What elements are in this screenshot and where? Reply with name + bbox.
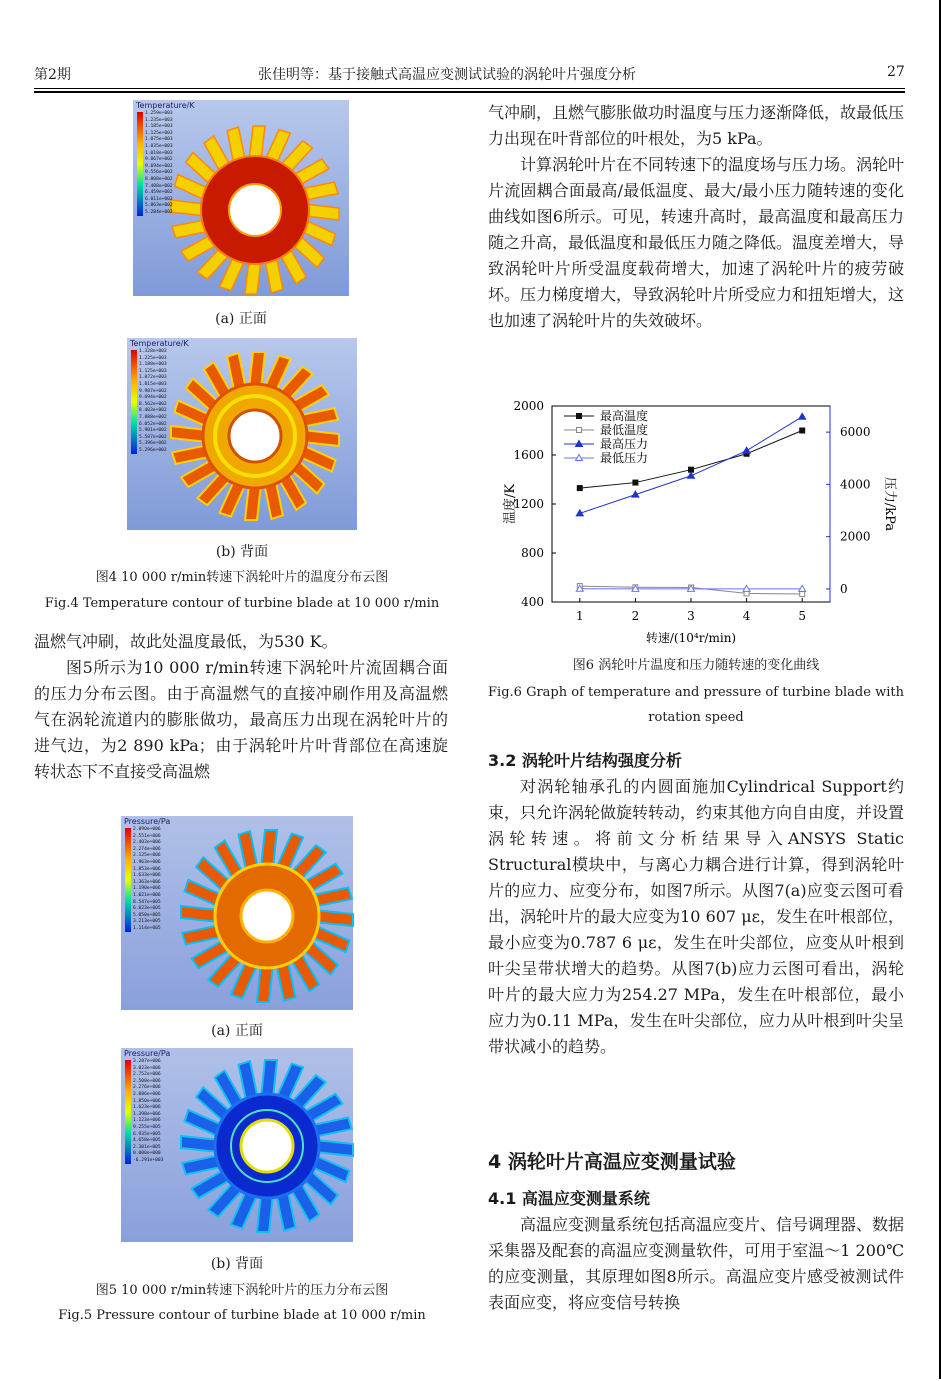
legend-marker bbox=[577, 414, 582, 419]
legend-value: 1.188e+003 bbox=[139, 362, 167, 368]
running-title: 张佳明等：基于接触式高温应变测试试验的涡轮叶片强度分析 bbox=[258, 67, 636, 83]
legend-value: 9.694e+002 bbox=[139, 395, 167, 401]
issue-number: 第2期 bbox=[34, 67, 71, 83]
fig5-caption-cn: 图5 10 000 r/min转速下涡轮叶片的压力分布云图 bbox=[95, 1283, 389, 1298]
legend-value: 1.072e+003 bbox=[139, 375, 167, 381]
section-3-2-heading: 3.2 涡轮叶片结构强度分析 bbox=[488, 751, 682, 770]
right-paragraph-1: 气冲刷，且燃气膨胀做功时温度与压力逐渐降低，故最低压力出现在叶背部位的叶根处，为5 kPa。 bbox=[488, 103, 905, 148]
data-point bbox=[799, 413, 806, 419]
legend-value: 6.459e+002 bbox=[145, 190, 173, 196]
fig4a-legend-title: Temperature/K bbox=[136, 101, 195, 110]
legend-value: 1.075e+003 bbox=[145, 137, 173, 143]
legend-value: 1.259e+003 bbox=[145, 111, 173, 116]
legend-label: 最高压力 bbox=[600, 437, 649, 451]
legend-value: 6.935e+005 bbox=[133, 1131, 161, 1137]
legend-value: 1.018e+003 bbox=[145, 150, 173, 156]
left-paragraph-2: 图5所示为10 000 r/min转速下涡轮叶片流固耦合面的压力分布云图。由于高温燃气的直接冲刷作用及高温燃气在涡轮流道内的膨胀做功，最高压力出现在涡轮叶片的进气边，为2 890 kPa；由于涡轮叶片叶背部位在高速旋转状态下不直接受高温燃 bbox=[34, 658, 448, 781]
fig4b-legend-values bbox=[139, 349, 167, 455]
fig5a-legend-values bbox=[133, 827, 161, 933]
data-point bbox=[800, 592, 805, 597]
left-column-text bbox=[34, 629, 448, 785]
legend-value: 8.808e+002 bbox=[145, 176, 173, 182]
fig6-caption-en-line2: rotation speed bbox=[648, 710, 744, 725]
legend-value: 1.015e+003 bbox=[139, 381, 167, 387]
legend-label: 最低压力 bbox=[600, 451, 649, 465]
x-tick-label: 2 bbox=[631, 609, 640, 623]
y-tick-label: 1200 bbox=[513, 497, 544, 511]
fig4-caption-en: Fig.4 Temperature contour of turbine blade at 10 000 r/min bbox=[44, 596, 440, 611]
fig5a-caption: (a) 正面 bbox=[211, 1023, 263, 1039]
legend-value: 1.225e+003 bbox=[139, 355, 167, 361]
y-axis-title: 温度/K bbox=[503, 483, 518, 525]
fig5b-caption: (b) 背面 bbox=[210, 1256, 264, 1272]
legend-value: 3.023e+006 bbox=[133, 1065, 161, 1071]
legend-value: 8.547e+005 bbox=[133, 899, 161, 905]
y-tick-label: 2000 bbox=[513, 399, 544, 413]
legend-value: 7.888e+002 bbox=[139, 414, 167, 420]
section-4-1-heading: 4.1 高温应变测量系统 bbox=[488, 1189, 650, 1208]
legend-value: -6.291e+003 bbox=[133, 1157, 164, 1163]
x-tick-label: 3 bbox=[687, 609, 695, 623]
legend-value: 5.050e+005 bbox=[133, 912, 161, 918]
fig5b-legend-title: Pressure/Pa bbox=[124, 1049, 171, 1058]
x-tick-label: 1 bbox=[575, 609, 584, 623]
fig6-chart-svg bbox=[494, 394, 897, 656]
legend-value: 9.867e+002 bbox=[145, 157, 173, 163]
legend-value: 2.551e+006 bbox=[133, 833, 161, 839]
fig6-caption-en-line1: Fig.6 Graph of temperature and pressure of turbine blade with bbox=[488, 685, 904, 700]
legend-value: 2.301e+005 bbox=[133, 1144, 161, 1150]
legend-value: 5.296e+002 bbox=[139, 447, 167, 453]
data-point bbox=[743, 447, 750, 453]
y-right-tick-label: 4000 bbox=[840, 477, 871, 492]
legend-value: 8.562e+002 bbox=[139, 401, 167, 407]
legend-value: 5.284e+002 bbox=[145, 209, 173, 215]
fig5a-legend-title: Pressure/Pa bbox=[124, 817, 171, 826]
legend-value: 1.850e+006 bbox=[133, 1098, 161, 1104]
legend-value: 3.287e+006 bbox=[133, 1059, 161, 1064]
legend-value: 8.403e+002 bbox=[139, 408, 167, 414]
legend-value: 2.752e+006 bbox=[133, 1072, 161, 1078]
legend-value: 6.052e+002 bbox=[139, 421, 167, 427]
legend-value: 5.396e+002 bbox=[139, 441, 167, 447]
fig4-caption-cn: 图4 10 000 r/min转速下涡轮叶片的温度分布云图 bbox=[95, 570, 389, 585]
section-4-heading: 4 涡轮叶片高温应变测量试验 bbox=[488, 1151, 736, 1173]
legend-value: 7.408e+002 bbox=[145, 183, 173, 189]
right-paragraph-3: 对涡轮轴承孔的内圆面施加Cylindrical Support约束，只允许涡轮做旋转转动，约束其他方向自由度，并设置涡轮转速。将前文分析结果导入ANSYS Static Structural模块中，与离心力耦合进行计算，得到涡轮叶片的应力、应变分布，如图7所示。从图7(a)应变云图可看出，涡轮叶片的最大应变为10 607 με，发生在叶根部位，最小应变为0.787 6 με，发生在叶尖部位，应变从叶根到叶尖呈带状增大的趋势。从图7(b)应力云图可看出，涡轮叶片的最大应力为254.27 MPa，发生在叶根部位，最小应力为0.11 MPa，发生在叶尖部位，应力从叶根到叶尖呈带状减小的趋势。 bbox=[488, 777, 905, 1056]
data-point bbox=[633, 480, 638, 485]
data-point bbox=[688, 472, 695, 478]
legend-value: 1.328e+003 bbox=[139, 349, 167, 354]
right-column-section-32 bbox=[488, 748, 904, 1060]
legend-label: 最高温度 bbox=[600, 409, 649, 423]
legend-label: 最低温度 bbox=[600, 423, 649, 437]
legend-value: 9.987e+002 bbox=[139, 388, 167, 394]
fig4a-temperature-contour bbox=[133, 100, 349, 296]
y-right-tick-label: 2000 bbox=[840, 529, 871, 544]
legend-value: 1.963e+006 bbox=[133, 859, 161, 865]
legend-value: 1.190e+006 bbox=[133, 886, 161, 892]
legend-value: 6.011e+002 bbox=[145, 196, 173, 202]
legend-value: 1.235e+003 bbox=[145, 117, 173, 123]
legend-marker bbox=[577, 428, 582, 433]
legend-value: 1.185e+003 bbox=[145, 124, 173, 130]
plot-frame bbox=[552, 406, 830, 602]
legend-value: 1.633e+006 bbox=[133, 873, 161, 879]
x-tick-label: 5 bbox=[798, 609, 807, 623]
legend-value: 5.587e+002 bbox=[139, 434, 167, 440]
fig4b-caption: (b) 背面 bbox=[215, 544, 269, 560]
right-column-section-41 bbox=[488, 1186, 904, 1316]
page-number: 27 bbox=[887, 64, 905, 80]
legend-value: 9.694e+002 bbox=[145, 163, 173, 169]
legend-value: 6.823e+005 bbox=[133, 906, 161, 912]
data-point bbox=[577, 486, 582, 491]
y-right-tick-label: 0 bbox=[840, 581, 848, 596]
left-paragraph-1: 温燃气冲刷，故此处温度最低，为530 K。 bbox=[34, 632, 338, 651]
fig5b-legend-values bbox=[133, 1059, 163, 1165]
header-rule bbox=[34, 88, 905, 89]
x-axis-title: 转速/(10⁴r/min) bbox=[645, 631, 737, 645]
legend-value: 3.213e+005 bbox=[133, 919, 161, 925]
legend-value: 2.125e+006 bbox=[133, 853, 161, 859]
legend-value: 1.623e+006 bbox=[133, 1105, 161, 1111]
legend-value: 0.000e+000 bbox=[133, 1151, 161, 1157]
fig5-caption-en: Fig.5 Pressure contour of turbine blade at 10 000 r/min bbox=[58, 1308, 426, 1323]
legend-value: 5.901e+002 bbox=[139, 428, 167, 434]
legend-value: 9.556e+002 bbox=[145, 170, 173, 176]
legend-value: 1.398e+006 bbox=[133, 1111, 161, 1117]
data-point bbox=[800, 428, 805, 433]
legend-value: 2.890e+006 bbox=[133, 827, 161, 832]
fig4b-temperature-contour bbox=[127, 338, 357, 530]
legend-value: 1.125e+003 bbox=[145, 130, 173, 136]
right-paragraph-4: 高温应变测量系统包括高温应变片、信号调理器、数据采集器及配套的高温应变测量软件，可用于室温～1 200℃的应变测量，其原理如图8所示。高温应变片感受被测试件表面应变，将应变信号转换 bbox=[488, 1215, 905, 1312]
legend-value: 2.403e+006 bbox=[133, 840, 161, 846]
x-tick-label: 4 bbox=[742, 609, 751, 623]
y-tick-label: 800 bbox=[521, 546, 544, 560]
fig4a-legend-values bbox=[145, 111, 173, 217]
fig5a-pressure-contour bbox=[121, 816, 353, 1010]
legend-value: 1.363e+006 bbox=[133, 879, 161, 885]
legend-value: 4.658e+005 bbox=[133, 1138, 161, 1144]
legend-value: 2.276e+006 bbox=[133, 1085, 161, 1091]
legend-value: 9.255e+005 bbox=[133, 1124, 161, 1130]
legend-value: 1.021e+006 bbox=[133, 892, 161, 898]
fig6-caption-cn: 图6 涡轮叶片温度和压力随转速的变化曲线 bbox=[572, 658, 820, 673]
y-right-axis-title: 压力/kPa bbox=[882, 476, 897, 532]
y-tick-label: 400 bbox=[521, 595, 544, 609]
right-paragraph-2: 计算涡轮叶片在不同转速下的温度场与压力场。涡轮叶片流固耦合面最高/最低温度、最大/最小压力随转速的变化曲线如图6所示。可见，转速升高时，最高温度和最高压力随之升高，最低温度和最低压力随之降低。温度差增大，导致涡轮叶片所受温度载荷增大，加速了涡轮叶片的疲劳破坏。压力梯度增大，导致涡轮叶片所受应力和扭矩增大，这也加速了涡轮叶片的失效破坏。 bbox=[488, 155, 905, 330]
legend-value: 1.125e+003 bbox=[139, 368, 167, 374]
y-tick-label: 1600 bbox=[513, 448, 544, 462]
legend-value: 2.508e+006 bbox=[133, 1078, 161, 1084]
fig6-chart bbox=[494, 394, 897, 656]
fig4b-legend-title: Temperature/K bbox=[130, 339, 189, 348]
legend-value: 5.863e+002 bbox=[145, 203, 173, 209]
legend-value: 2.274e+006 bbox=[133, 846, 161, 852]
fig4a-caption: (a) 正面 bbox=[215, 311, 267, 327]
right-column-top-text bbox=[488, 100, 904, 334]
header-rule-thick bbox=[34, 91, 905, 93]
legend-value: 2.086e+006 bbox=[133, 1091, 161, 1097]
legend-value: 1.114e+005 bbox=[133, 925, 161, 931]
legend-value: 1.035e+003 bbox=[145, 143, 173, 149]
legend-value: 1.853e+006 bbox=[133, 866, 161, 872]
y-right-tick-label: 6000 bbox=[840, 425, 871, 440]
fig5b-pressure-contour bbox=[121, 1048, 353, 1242]
legend-value: 1.123e+006 bbox=[133, 1118, 161, 1124]
